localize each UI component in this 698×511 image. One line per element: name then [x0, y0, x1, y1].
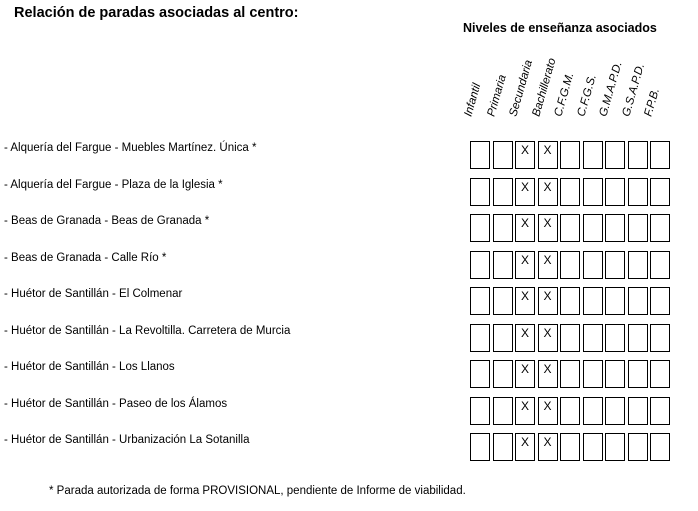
stop-label: - Huétor de Santillán - Los Llanos: [4, 361, 175, 373]
level-checkbox: [493, 214, 513, 242]
stop-row: [0, 433, 698, 469]
level-checkbox: [605, 397, 625, 425]
level-checkbox: [650, 287, 670, 315]
level-checkbox: X: [538, 214, 558, 242]
level-checkbox: [470, 324, 490, 352]
level-checkbox: X: [515, 214, 535, 242]
stop-row: [0, 397, 698, 433]
level-checkbox: [493, 397, 513, 425]
level-checkbox: [605, 287, 625, 315]
stop-row: [0, 141, 698, 177]
level-checkbox: [470, 251, 490, 279]
level-checkbox: [605, 433, 625, 461]
level-checkbox: [493, 324, 513, 352]
level-checkbox: [583, 433, 603, 461]
level-checkbox: [650, 214, 670, 242]
level-checkbox: X: [515, 251, 535, 279]
level-header-label: C.F.G.S.: [574, 73, 599, 118]
level-checkbox: [583, 214, 603, 242]
level-checkbox: [583, 178, 603, 206]
level-header-label: Primaria: [484, 73, 509, 118]
level-checkbox: [583, 287, 603, 315]
level-checkbox: [583, 141, 603, 169]
level-checkbox: X: [538, 324, 558, 352]
level-checkbox: [560, 178, 580, 206]
level-checkbox: [650, 397, 670, 425]
level-checkbox: [470, 360, 490, 388]
level-header-label: F.P.B.: [642, 86, 662, 118]
level-checkbox: X: [515, 324, 535, 352]
level-checkbox: [628, 397, 648, 425]
level-checkbox: X: [538, 360, 558, 388]
level-checkbox: [605, 251, 625, 279]
level-checkbox: [650, 360, 670, 388]
level-checkbox: [560, 141, 580, 169]
level-header-label: Secundaria: [507, 58, 536, 118]
levels-title: Niveles de enseñanza asociados: [463, 21, 657, 35]
stop-label: - Huétor de Santillán - Paseo de los Álamos: [4, 397, 228, 410]
level-header-label: Infantil: [462, 82, 484, 118]
level-checkbox: [470, 397, 490, 425]
level-checkbox: [650, 141, 670, 169]
stop-label: - Alquería del Fargue - Muebles Martínez. Única *: [4, 142, 257, 154]
level-checkbox: [628, 251, 648, 279]
level-header-label: G.S.A.P.D.: [619, 62, 647, 118]
level-checkbox: [493, 360, 513, 388]
level-checkbox: [560, 214, 580, 242]
stop-label: - Beas de Granada - Beas de Granada *: [4, 215, 210, 227]
level-checkbox: [470, 214, 490, 242]
level-checkbox: X: [515, 433, 535, 461]
level-checkbox: X: [515, 178, 535, 206]
stop-label: - Huétor de Santillán - La Revoltilla. Carretera de Murcia: [4, 324, 291, 337]
level-checkbox: [560, 433, 580, 461]
level-header-label: C.F.G.M.: [552, 71, 577, 118]
level-checkbox: [560, 287, 580, 315]
stop-row: [0, 178, 698, 214]
level-checkbox: X: [538, 287, 558, 315]
level-checkbox: [470, 433, 490, 461]
level-checkbox: [560, 397, 580, 425]
level-checkbox: [628, 324, 648, 352]
level-checkbox: [650, 433, 670, 461]
level-checkbox: [650, 251, 670, 279]
level-checkbox: [493, 178, 513, 206]
level-checkbox: [560, 360, 580, 388]
level-checkbox: X: [538, 433, 558, 461]
level-checkbox: X: [515, 141, 535, 169]
stop-row: [0, 214, 698, 250]
level-checkbox: [628, 433, 648, 461]
level-checkbox: X: [538, 251, 558, 279]
level-checkbox: X: [515, 287, 535, 315]
level-checkbox: X: [538, 141, 558, 169]
stop-label: - Beas de Granada - Calle Río *: [4, 251, 167, 264]
stop-row: [0, 360, 698, 396]
level-checkbox: [493, 433, 513, 461]
level-header-label: Bachillerato: [529, 56, 559, 118]
level-header-label: G.M.A.P.D.: [597, 60, 625, 118]
level-checkbox: [583, 360, 603, 388]
level-checkbox: [493, 251, 513, 279]
level-checkbox: X: [515, 360, 535, 388]
level-checkbox: [650, 324, 670, 352]
level-checkbox: [583, 324, 603, 352]
level-checkbox: [605, 141, 625, 169]
level-checkbox: X: [515, 397, 535, 425]
level-checkbox: [605, 178, 625, 206]
level-checkbox: [470, 178, 490, 206]
level-checkbox: [493, 141, 513, 169]
level-checkbox: [605, 360, 625, 388]
level-checkbox: [583, 397, 603, 425]
level-checkbox: [628, 287, 648, 315]
level-checkbox: [605, 214, 625, 242]
level-checkbox: [628, 178, 648, 206]
level-checkbox: X: [538, 397, 558, 425]
footnote: * Parada autorizada de forma PROVISIONAL, pendiente de Informe de viabilidad.: [49, 485, 466, 497]
level-checkbox: [628, 141, 648, 169]
level-checkbox: [650, 178, 670, 206]
stop-label: - Huétor de Santillán - Urbanización La Sotanilla: [4, 434, 250, 446]
level-checkbox: [560, 324, 580, 352]
stop-label: - Huétor de Santillán - El Colmenar: [4, 288, 183, 300]
level-checkbox: [493, 287, 513, 315]
stop-row: [0, 287, 698, 323]
level-checkbox: [470, 141, 490, 169]
level-checkbox: [560, 251, 580, 279]
stop-row: [0, 251, 698, 287]
stop-row: [0, 324, 698, 360]
level-checkbox: X: [538, 178, 558, 206]
level-checkbox: [583, 251, 603, 279]
level-checkbox: [470, 287, 490, 315]
page-title: Relación de paradas asociadas al centro:: [14, 5, 299, 21]
stop-label: - Alquería del Fargue - Plaza de la Iglesia *: [4, 178, 223, 191]
level-checkbox: [628, 360, 648, 388]
level-checkbox: [628, 214, 648, 242]
level-checkbox: [605, 324, 625, 352]
